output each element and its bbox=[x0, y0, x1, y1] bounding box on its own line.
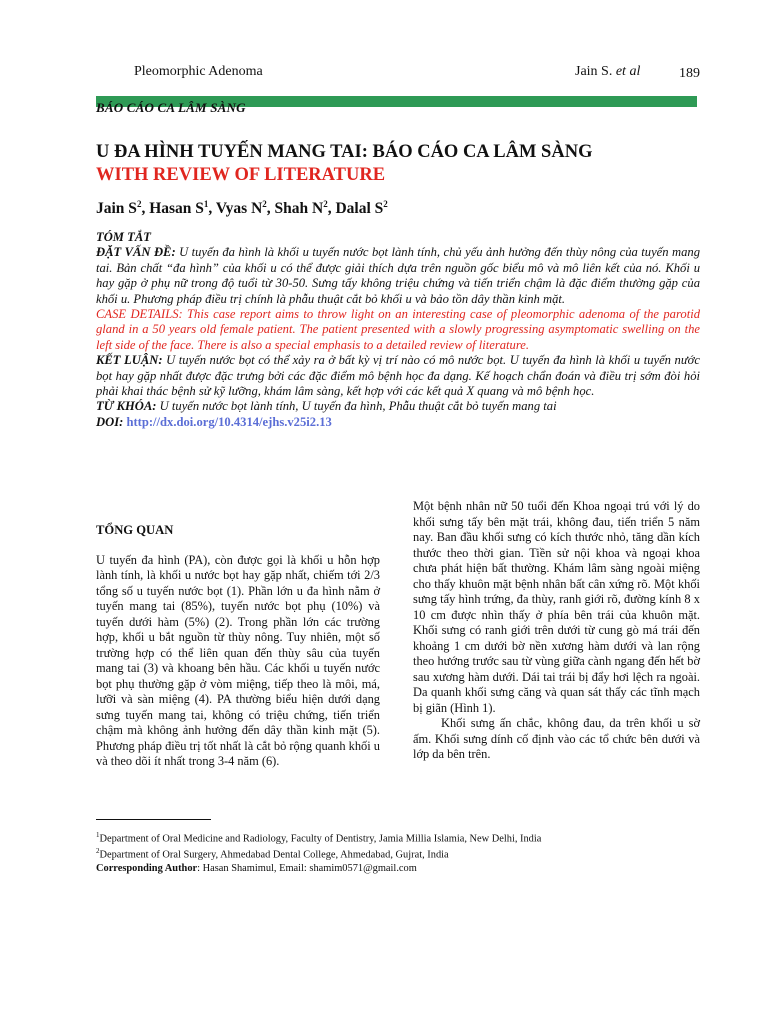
author-name: Dalal S bbox=[335, 200, 384, 218]
corresponding-author bbox=[96, 862, 706, 875]
author-affiliation-mark: 2 bbox=[136, 199, 142, 209]
background-text: U tuyến đa hình là khối u tuyến nước bọt lành tính, chủ yếu ảnh hưởng đến thùy nông của tuyến mang tai. Bản chất “đa hình” của khối u có thể được giải thích dựa trên nguồn gốc biểu mô và mô liên kết của nó. Khối u hay gặp ở phụ nữ trong độ tuổi từ 30-50. Sưng tấy không triệu chứng và tiến triển chậm là đặc điểm thường gặp của khối u. Phương pháp điều trị chính là phẫu thuật cắt bỏ khối u và bảo tồn dây thần kinh mặt. bbox=[96, 245, 700, 306]
running-author-etal: et al bbox=[615, 64, 641, 79]
author-name: Hasan S bbox=[149, 200, 204, 218]
abstract-keywords bbox=[96, 399, 700, 414]
author-name: Jain S bbox=[96, 200, 137, 218]
abstract-conclusion bbox=[96, 353, 700, 399]
conclusion-text: U tuyến nước bọt có thể xảy ra ở bất kỳ vị trí nào có mô nước bọt. U tuyến đa hình là khối u tuyến nước bọt hay gặp nhất được đặc trưng bởi các đặc điểm mô bệnh học đa dạng. Kế hoạch chẩn đoán và điều trị sớm đòi hỏi phải khai thác bệnh sử kỹ lưỡng, khám lâm sàng, kết hợp với các kết quả X quang và mô bệnh học. bbox=[96, 353, 700, 399]
abstract-doi bbox=[96, 415, 700, 430]
author-affiliation-mark: 2 bbox=[262, 199, 267, 209]
overview-column bbox=[96, 523, 380, 770]
article-subtitle: WITH REVIEW OF LITERATURE bbox=[96, 165, 386, 185]
case-paragraph-2: Khối sưng ấn chắc, không đau, da trên khối u sờ ấm. Khối sưng dính cố định vào các tổ chức bên dưới và lớp da bên trên. bbox=[413, 716, 700, 761]
doi-label: DOI: bbox=[96, 414, 124, 429]
keywords-text: U tuyến nước bọt lành tính, U tuyến đa hình, Phẫu thuật cắt bỏ tuyến mang tai bbox=[156, 399, 557, 414]
running-title: Pleomorphic Adenoma bbox=[134, 64, 263, 79]
author-affiliation-mark: 2 bbox=[383, 199, 388, 209]
abstract-background bbox=[96, 245, 700, 307]
author-affiliation-mark: 1 bbox=[203, 199, 209, 209]
case-report-column bbox=[413, 499, 700, 763]
author-name: Vyas N bbox=[215, 200, 263, 218]
doi-link[interactable]: http://dx.doi.org/10.4314/ejhs.v25i2.13 bbox=[126, 414, 332, 429]
case-paragraph-1: Một bệnh nhân nữ 50 tuổi đến Khoa ngoại trú với lý do khối sưng tấy bên mặt trái, không đau, tiến triển 5 năm nay. Ban đầu khối sưng có kích thước nhỏ, tăng dần kích thước theo thời gian. Tiền sử nội khoa và ngoại khoa chưa phát hiện bất thường. Khám lâm sàng ngoài miệng cho thấy khuôn mặt bệnh nhân bất cân xứng rõ. Một khối sưng tấy hình trứng, đa thùy, ranh giới rõ, đường kính 8 x 10 cm được nhìn thấy ở phía bên trái của khuôn mặt. Khối sưng có ranh giới trên dưới từ cung gò má trái đến khoảng 1 cm dưới bờ nền xương hàm dưới và lan rộng theo hướng trước sau từ vùng giữa cành ngang đến hết bờ sau xương hàm dưới. Dái tai trái bị đẩy hơi lệch ra ngoài. Da quanh khối sưng căng và quan sát thấy các tĩnh mạch bị giãn (Hình 1). bbox=[413, 499, 700, 715]
section-label: BÁO CÁO CA LÂM SÀNG bbox=[96, 100, 246, 115]
affiliation-1-number: 1 bbox=[96, 831, 100, 839]
conclusion-label: KẾT LUẬN: bbox=[96, 353, 163, 368]
author-name: Shah N bbox=[274, 200, 324, 218]
affiliation-2-text: Department of Oral Surgery, Ahmedabad Dental College, Ahmedabad, Gujrat, India bbox=[99, 849, 449, 861]
background-label: ĐẶT VẤN ĐỀ: bbox=[96, 245, 176, 260]
corresponding-label: Corresponding Author bbox=[96, 862, 198, 874]
overview-text: U tuyến đa hình (PA), còn được gọi là khối u hỗn hợp lành tính, là khối u nước bọt hay gặp nhất, chiếm tới 2/3 tổng số u tuyến nước bọt (1). Phần lớn u đa hình nằm ở tuyến mang tai (85%), tuyến nước bọt phụ (10%) và tuyến dưới hàm (5%) (2). Trong phần lớn các trường hợp, khối u bắt nguồn từ thùy nông. Tuy nhiên, một số trường hợp có thể liên quan đến thùy sâu của tuyến mang tai (3) và khoang bên hầu. Các khối u tuyến nước bọt phụ thường gặp ở vòm miệng, tiếp theo là môi, má, lưỡi và sàn miệng (4). PA thường biểu hiện dưới dạng sưng tuyến mang tai, không có triệu chứng, tiến triển chậm mà không ảnh hưởng đến dây thần kinh mặt (5). Phương pháp điều trị tốt nhất là cắt bỏ rộng quanh khối u và theo dõi ít nhất trong 3-4 năm (6). bbox=[96, 552, 380, 768]
article-title: U ĐA HÌNH TUYẾN MANG TAI: BÁO CÁO CA LÂM SÀNG bbox=[96, 142, 593, 162]
affiliation-1 bbox=[96, 829, 706, 845]
affiliation-2 bbox=[96, 845, 706, 861]
affiliation-2-number: 2 bbox=[96, 847, 100, 856]
page-number: 189 bbox=[679, 66, 700, 81]
abstract bbox=[96, 230, 700, 430]
footnotes bbox=[96, 829, 706, 875]
author-affiliation-mark: 2 bbox=[323, 199, 328, 209]
corresponding-text: : Hasan Shamimul, Email: shamim0571@gmail.com bbox=[197, 862, 417, 874]
keywords-label: TỪ KHÓA: bbox=[96, 399, 157, 414]
footnote-rule bbox=[96, 819, 211, 820]
abstract-case-details: CASE DETAILS: This case report aims to throw light on an interesting case of pleomorphic adenoma of the parotid gland in a 50 years old female patient. The patient presented with a slowly progressing asymptomatic swelling on the left side of the face. There is also a special emphasis to a detailed review of literature. bbox=[96, 307, 700, 352]
running-author-name: Jain S. bbox=[575, 64, 613, 79]
overview-heading: TỔNG QUAN bbox=[96, 523, 174, 537]
affiliation-1-text: Department of Oral Medicine and Radiology, Faculty of Dentistry, Jamia Millia Islamia, New Delhi, India bbox=[99, 833, 542, 845]
abstract-heading: TÓM TẮT bbox=[96, 230, 151, 244]
author-list: Jain $S^2$, Hasan $S^1$, Vyas $N^2$, Shah $N^2$, Dalal $S^2$ bbox=[96, 199, 388, 218]
running-author bbox=[575, 64, 640, 80]
